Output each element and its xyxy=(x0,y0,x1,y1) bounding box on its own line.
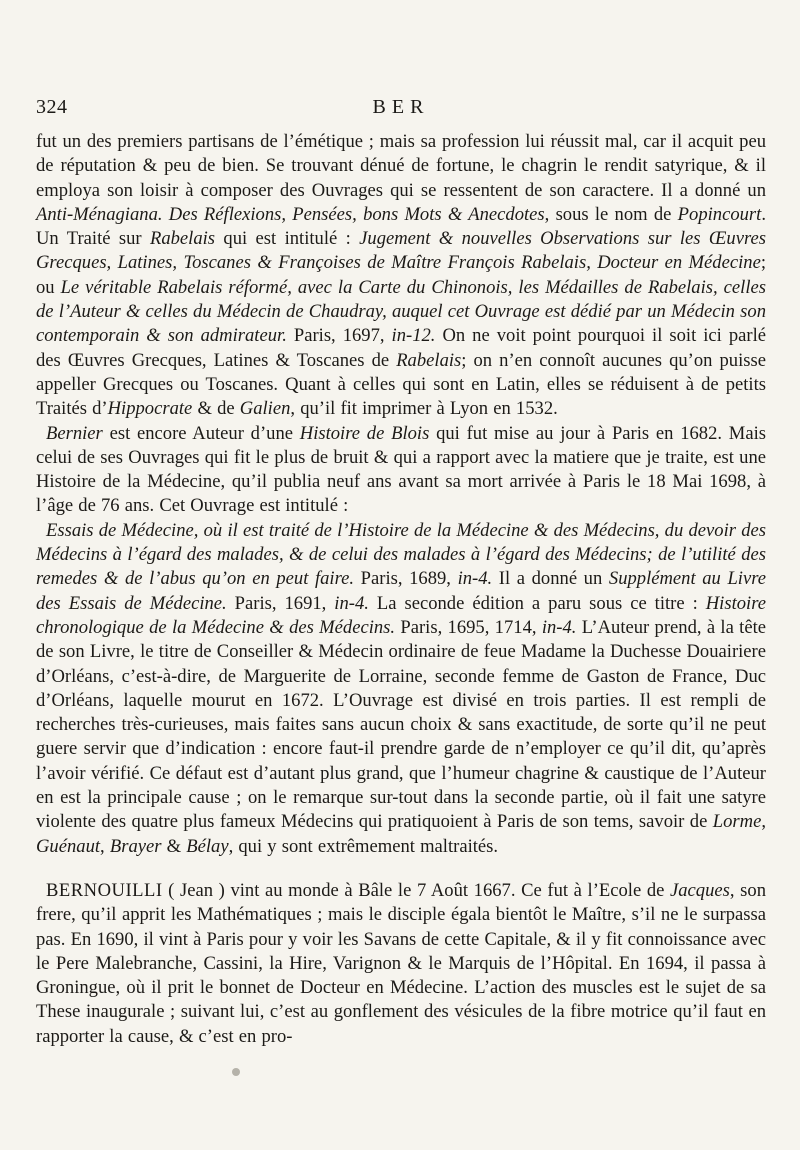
italic-run: Jacques xyxy=(670,879,730,901)
text-run: L’Auteur prend, à la tête de son Livre, le titre de Conseiller & Médecin ordinaire de feue Madame la Duchesse Douairiere d’Orléans, c’est-à-dire, de Marguerite de Lorraine, seconde femme de Gaston de France, Duc d’Orléans, laquelle mourut en 1672. L’Ouvrage est divisé en trois parties. Il est rempli de recherches très-curieuses, mais faites sans aucun choix & sans exactitude, de sorte qu’il ne peut guere servir que d’indication : encore faut-il prendre garde de n’employer ce qu’il dit, qu’après l’avoir vérifié. Ce défaut est d’autant plus grand, que l’humeur chagrine & caustique de l’Auteur en est la principale cause ; on le remarque sur-tout dans la seconde partie, où il fait une satyre violente des quatre plus fameux Médecins qui pratiquoient à Paris de son tems, savoir de xyxy=(36,616,766,833)
italic-run: Rabelais xyxy=(396,349,462,371)
italic-run: in-12. xyxy=(391,325,436,347)
text-run: Paris, 1689, xyxy=(354,568,458,590)
italic-run: Popincourt xyxy=(677,203,762,225)
text-run: & de xyxy=(192,398,240,420)
text-run: & xyxy=(161,835,187,857)
entry-bernouilli xyxy=(36,879,766,1049)
entry-headword: BERNOUILLI xyxy=(46,879,163,901)
page-header xyxy=(36,96,766,130)
text-run: Il a donné un xyxy=(492,568,609,590)
running-head: BER xyxy=(372,96,430,118)
italic-run: Brayer xyxy=(109,835,162,857)
italic-run: Bélay xyxy=(186,835,229,857)
text-run: , qu’il fit imprimer à Lyon en 1532. xyxy=(290,398,558,420)
italic-run: in-4. xyxy=(457,568,493,590)
text-run: fut un des premiers partisans de l’émétique ; mais sa profession lui réussit mal, car il acquit peu de réputation & peu de bien. Se trouvant dénué de fortune, le chagrin le rendit satyrique, & il employa son loisir à composer des Ouvrages qui se ressentent de son caractere. Il a donné un xyxy=(36,131,766,201)
text-run: Paris, 1697, xyxy=(286,325,392,347)
paragraph-2 xyxy=(36,422,766,519)
paragraph-3 xyxy=(36,519,766,859)
text-run: qui fut mise au jour à Paris en 1682. Mais celui de ses Ouvrages qui fit le plus de bruit & qui a rapport avec la matiere que je traite, est une Histoire de la Médecine, qu’il publia neuf ans avant sa mort arrivée à Paris le 18 Mai 1698, à l’âge de 76 ans. Cet Ouvrage est intitulé : xyxy=(36,422,766,517)
text-run: ( Jean ) vint au monde à Bâle le 7 Août 1667. Ce fut à l’Ecole de xyxy=(162,879,670,901)
text-run: . Un Traité sur xyxy=(36,203,766,250)
text-run: On ne voit point pourquoi il soit ici parlé des Œuvres Grecques, Latines & Toscanes de xyxy=(36,325,766,371)
italic-run: Histoire chronologique de la Médecine & des Médecins. xyxy=(36,592,767,638)
text-run: , son frere, qu’il apprit les Mathématiques ; mais le disciple égala bientôt le Maître, s’il ne le surpassa pas. En 1690, il vint à Paris pour y voir les Savans de cette Capitale, & il y fit connoissance avec le Pere Malebranche, Cassini, la Hire, Varignon & le Marquis de l’Hôpital. En 1694, il passa à Groningue, où il prit le bonnet de Docteur en Médecine. L’action des muscles est le sujet de sa These inaugurale ; suivant lui, c’est au gonflement des vésicules de la fibre motrice qu’il faut en rapporter la cause, & c’est en pro- xyxy=(36,879,766,1047)
italic-run: Histoire de Blois xyxy=(299,422,430,444)
italic-run: Hippocrate xyxy=(107,398,193,420)
italic-run: Rabelais xyxy=(149,228,216,250)
text-run: ; ou xyxy=(36,252,766,298)
text-run: , xyxy=(761,811,766,833)
text-run: ; on n’en connoît aucunes qu’on puisse appeller Grecques ou Toscanes. Quant à celles qui sont en Latin, elles se réduisent à de petits Traités d’ xyxy=(36,349,766,420)
text-run: est encore Auteur d’une xyxy=(102,422,300,444)
italic-run: Le véritable Rabelais réformé, avec la Carte du Chinonois, les Médailles de Rabelais, celles de l’Auteur & celles du Médecin de Chaudray, auquel cet Ouvrage est dédié par un Médecin son contemporain & son admirateur. xyxy=(36,276,766,347)
paragraph-1 xyxy=(36,130,766,422)
italic-run: Essais de Médecine, où il est traité de l’Histoire de la Médecine & des Médecins, du devoir des Médecins à l’égard des malades, & de celui des malades à l’égard des Médecins; de l’utilité des remedes & de l’abus qu’on en peut faire. xyxy=(36,519,766,590)
ink-smudge xyxy=(232,1068,240,1076)
italic-run: Lorme xyxy=(712,811,762,833)
italic-run: Guénaut xyxy=(36,835,101,857)
page-number: 324 xyxy=(36,96,68,118)
body-text xyxy=(36,130,766,1049)
text-run: , sous le nom de xyxy=(544,203,678,225)
italic-run: Galien xyxy=(239,398,291,420)
text-run: Paris, 1695, 1714, xyxy=(395,616,542,638)
text-run: qui est intitulé : xyxy=(215,228,360,250)
text-run: , xyxy=(100,835,110,857)
text-run: La seconde édition a paru sous ce titre : xyxy=(368,592,706,614)
text-run: Paris, 1691, xyxy=(226,592,335,614)
italic-run: Jugement & nouvelles Observations sur les Œuvres Grecques, Latines, Toscanes & Françoises de Maître François Rabelais, Docteur en Médecine xyxy=(36,228,767,274)
italic-run: Anti-Ménagiana. Des Réflexions, Pensées, bons Mots & Anecdotes xyxy=(36,203,545,225)
text-run: , qui y sont extrêmement maltraités. xyxy=(228,835,499,857)
italic-run: Supplément au Livre des Essais de Médecine. xyxy=(36,568,767,614)
italic-run: in-4. xyxy=(541,616,577,638)
italic-run: in-4. xyxy=(334,592,369,614)
italic-run: Bernier xyxy=(46,422,103,444)
